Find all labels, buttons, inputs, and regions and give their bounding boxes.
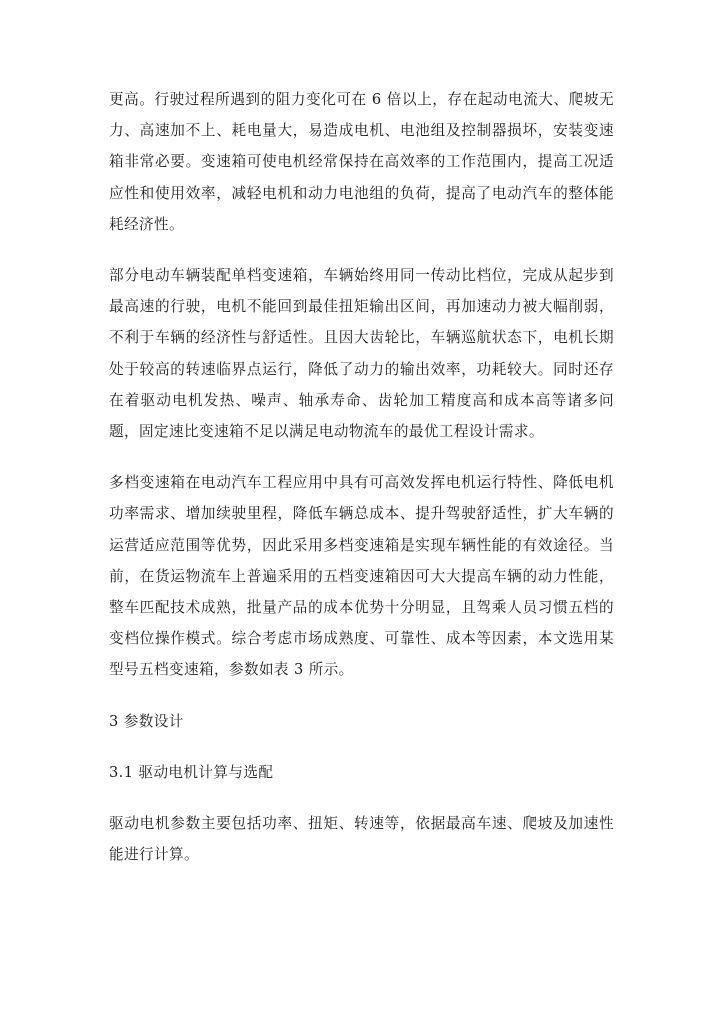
paragraph-gap	[109, 240, 614, 260]
paragraph-gap	[109, 447, 614, 467]
subsection-heading: 3.1 驱动电机计算与选配	[109, 763, 274, 781]
paragraph-gap	[109, 737, 614, 757]
paragraph-gap	[109, 686, 614, 706]
paragraph-1: 更高。行驶过程所遇到的阻力变化可在 6 倍以上，存在起动电流大、爬坡无力、高速加不上、耗电量大，易造成电机、电池组及控制器损坏，安装变速箱非常必要。变速箱可使电机经常保持在高效率的工作范围内，提高工况适应性和使用效率，减轻电机和动力电池组的负荷，提高了电动汽车的整体能耗经济性。	[109, 91, 614, 233]
paragraph-3: 多档变速箱在电动汽车工程应用中具有可高效发挥电机运行特性、降低电机功率需求、增加续驶里程，降低车辆总成本、提升驾驶舒适性，扩大车辆的运营适应范围等优势，因此采用多档变速箱是实现车辆性能的有效途径。当前，在货运物流车上普遍采用的五档变速箱因可大大提高车辆的动力性能，整车匹配技术成熟，批量产品的成本优势十分明显，且驾乘人员习惯五档的变档位操作模式。综合考虑市场成熟度、可靠性、成本等因素，本文选用某型号五档变速箱，参数如表 3 所示。	[109, 474, 614, 679]
document-page	[109, 84, 614, 870]
paragraph-gap	[109, 788, 614, 808]
paragraph-4: 驱动电机参数主要包括功率、扭矩、转速等，依据最高车速、爬坡及加速性能进行计算。	[109, 815, 614, 864]
section-heading: 3 参数设计	[109, 712, 184, 730]
paragraph-2: 部分电动车辆装配单档变速箱，车辆始终用同一传动比档位，完成从起步到最高速的行驶，电机不能回到最佳扭矩输出区间，再加速动力被大幅削弱，不利于车辆的经济性与舒适性。且因大齿轮比，车辆巡航状态下，电机长期处于较高的转速临界点运行，降低了动力的输出效率，功耗较大。同时还存在着驱动电机发热、噪声、轴承寿命、齿轮加工精度高和成本高等诸多问题，固定速比变速箱不足以满足电动物流车的最优工程设计需求。	[109, 267, 614, 441]
